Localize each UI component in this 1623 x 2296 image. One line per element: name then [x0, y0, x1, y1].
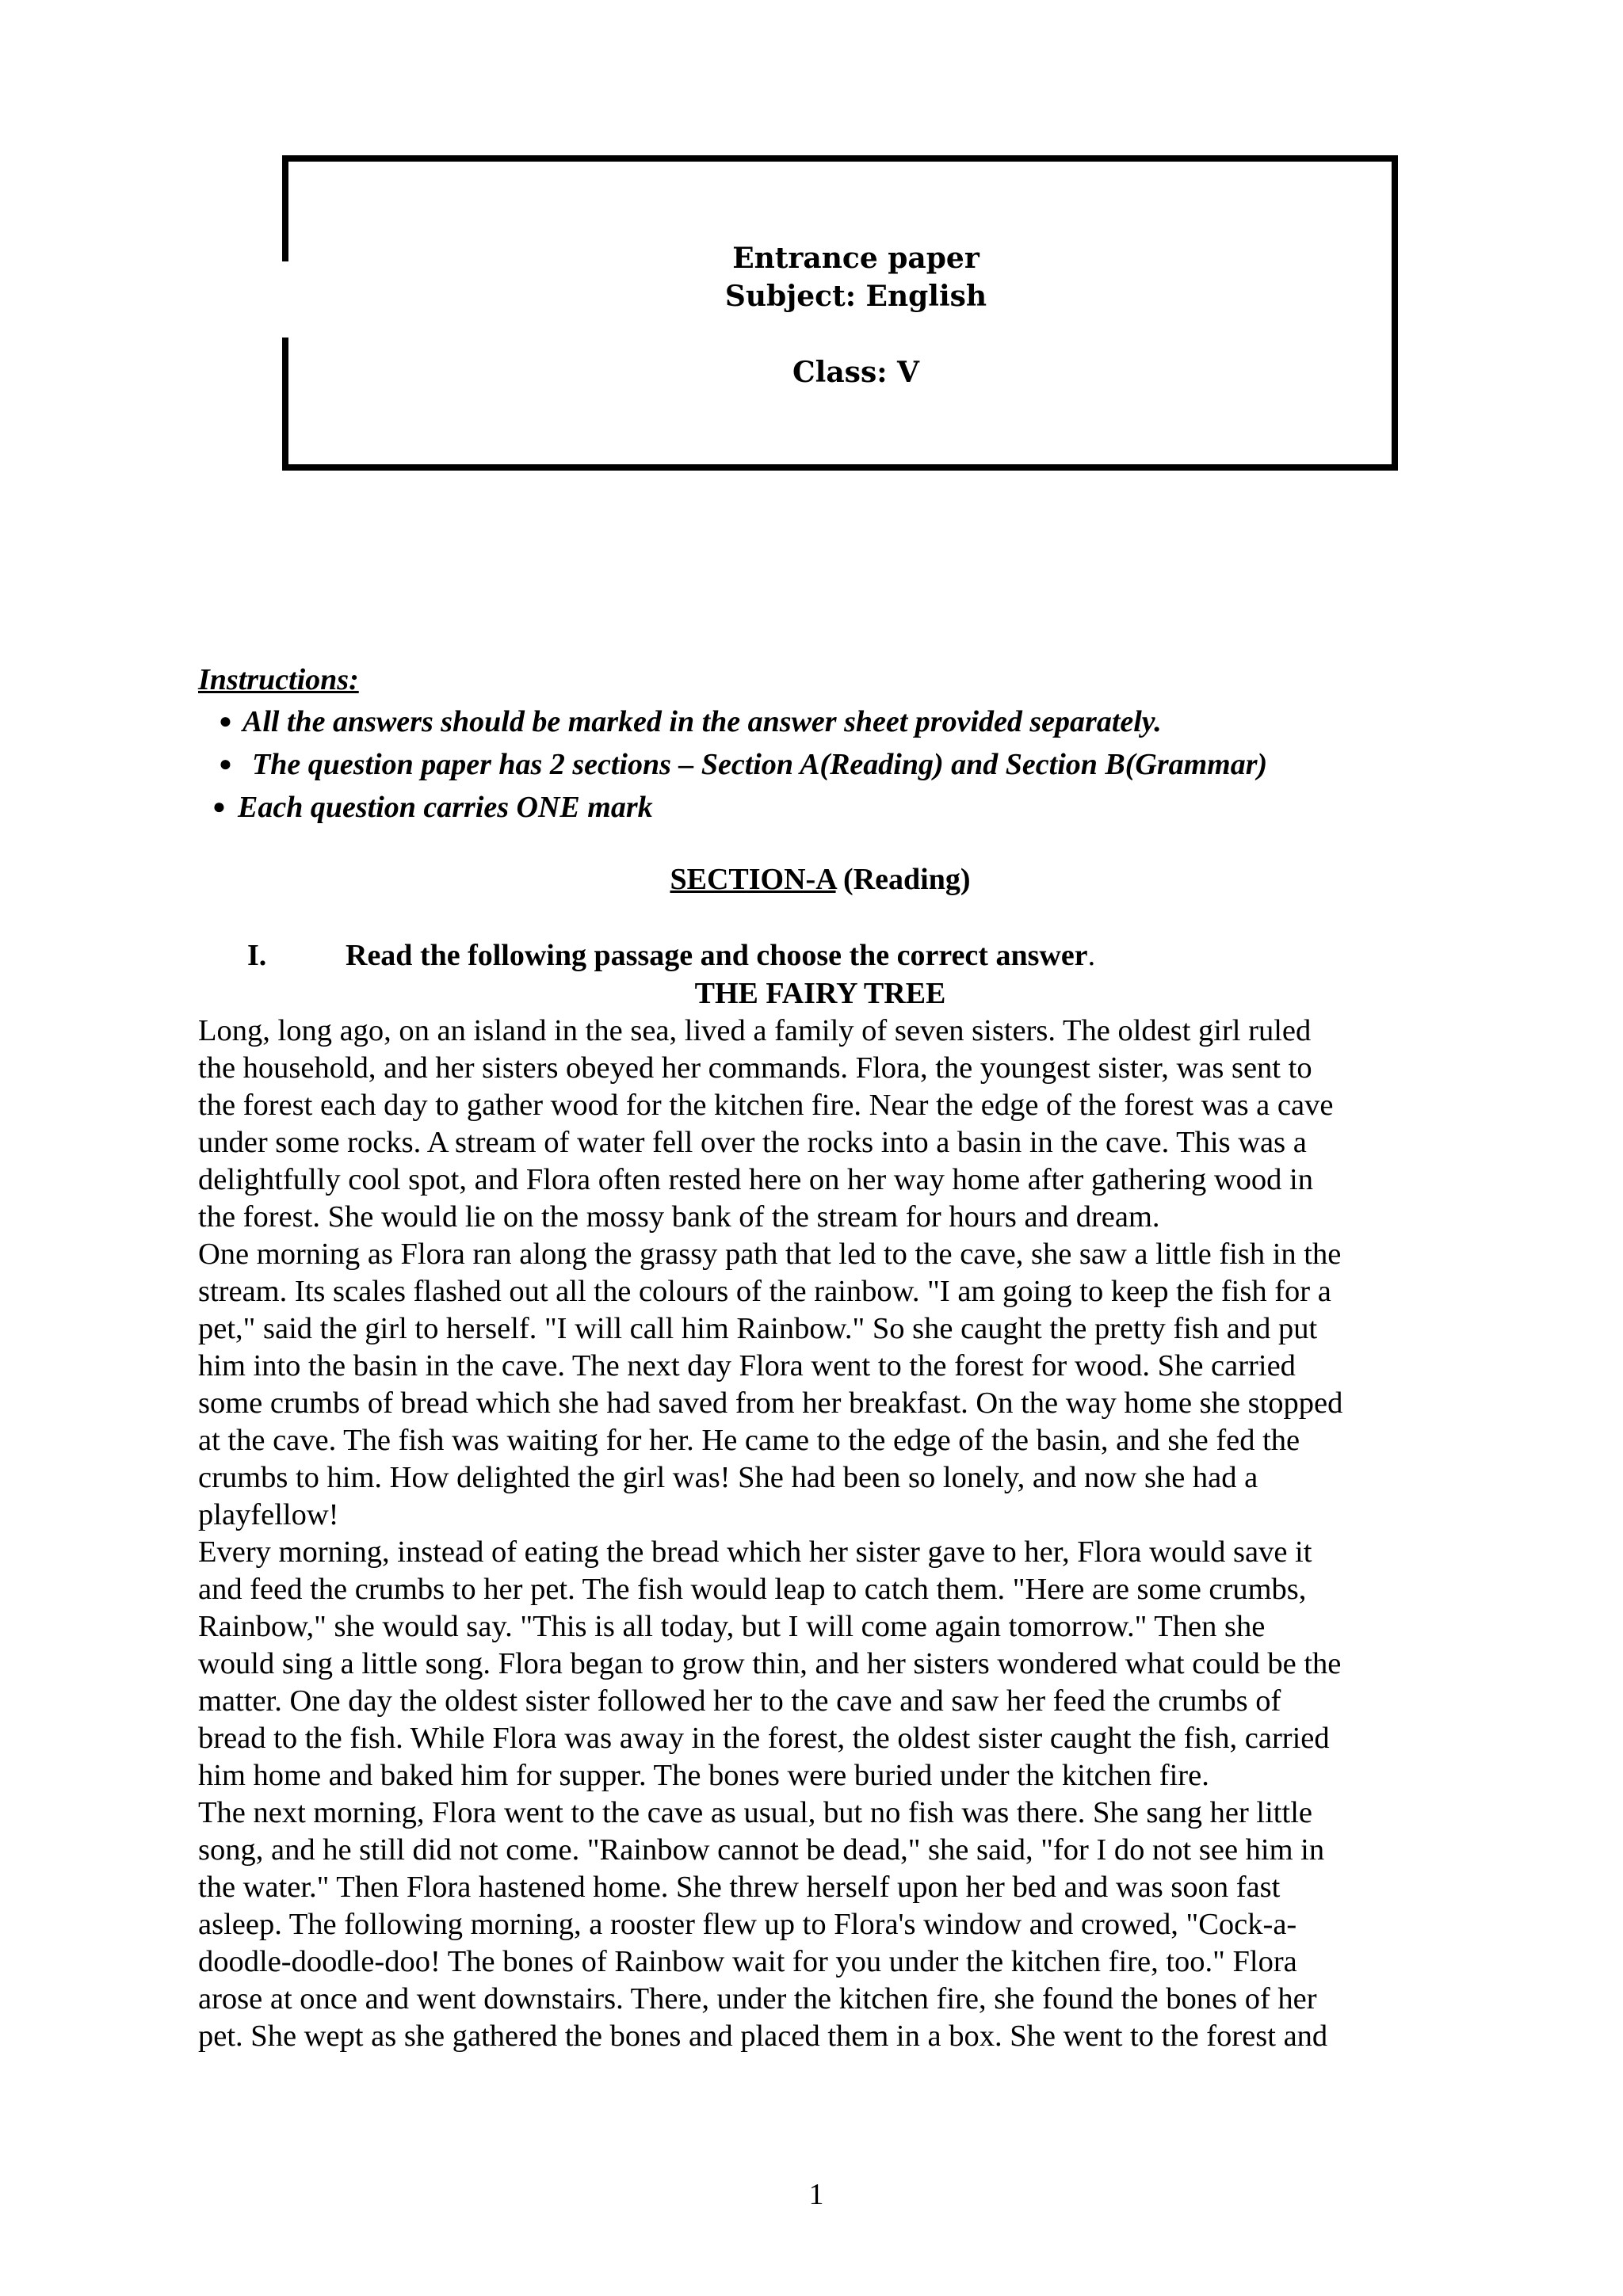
- question-number: I.: [247, 939, 267, 972]
- story-title: THE FAIRY TREE: [694, 977, 946, 1010]
- instructions: [198, 659, 1434, 829]
- question-text: Read the following passage and choose the correct answer: [346, 939, 1088, 972]
- passage-line: pet. She wept as she gathered the bones and placed them in a box. She went to the forest and: [198, 2019, 1328, 2053]
- passage-line: matter. One day the oldest sister followed her to the cave and saw her feed the crumbs of: [198, 1684, 1281, 1718]
- bullet-icon: ●: [219, 709, 232, 734]
- passage-line: asleep. The following morning, a rooster flew up to Flora's window and crowed, "Cock-a-: [198, 1908, 1297, 1941]
- reading-passage: [198, 1013, 1450, 2055]
- title-box: [282, 155, 1398, 471]
- instruction-text: All the answers should be marked in the answer sheet provided separately.: [242, 705, 1162, 738]
- passage-line: playfellow!: [198, 1498, 339, 1531]
- title-box-border-gap: [282, 261, 288, 338]
- instructions-heading: Instructions:: [198, 663, 359, 696]
- section-suffix: (Reading): [835, 863, 971, 896]
- subject-line: Subject: English: [724, 280, 987, 313]
- instruction-item: [198, 786, 1434, 829]
- passage-line: song, and he still did not come. "Rainbow cannot be dead," she said, "for I do not see him in: [198, 1833, 1325, 1867]
- paper-title: Entrance paper: [732, 242, 980, 275]
- passage-line: would sing a little song. Flora began to grow thin, and her sisters wondered what could be the: [198, 1647, 1342, 1680]
- passage-line: the forest. She would lie on the mossy bank of the stream for hours and dream.: [198, 1200, 1160, 1234]
- passage-line: Every morning, instead of eating the bread which her sister gave to her, Flora would save it: [198, 1535, 1312, 1569]
- passage-line: arose at once and went downstairs. There, under the kitchen fire, she found the bones of her: [198, 1982, 1317, 2016]
- passage-line: stream. Its scales flashed out all the colours of the rainbow. "I am going to keep the fish for a: [198, 1275, 1331, 1308]
- passage-line: under some rocks. A stream of water fell over the rocks into a basin in the cave. This was a: [198, 1126, 1307, 1159]
- page-number: 1: [808, 2178, 824, 2211]
- passage-line: The next morning, Flora went to the cave as usual, but no fish was there. She sang her little: [198, 1796, 1312, 1829]
- passage-line: Long, long ago, on an island in the sea, lived a family of seven sisters. The oldest girl ruled: [198, 1014, 1312, 1047]
- instruction-text: The question paper has 2 sections – Section A(Reading) and Section B(Grammar): [252, 748, 1268, 781]
- passage-line: and feed the crumbs to her pet. The fish would leap to catch them. "Here are some crumbs,: [198, 1573, 1307, 1606]
- passage-line: the water." Then Flora hastened home. She threw herself upon her bed and was soon fast: [198, 1871, 1281, 1904]
- passage-line: the household, and her sisters obeyed her commands. Flora, the youngest sister, was sent to: [198, 1051, 1312, 1085]
- passage-line: Rainbow," she would say. "This is all today, but I will come again tomorrow." Then she: [198, 1610, 1266, 1643]
- section-label: SECTION-A: [670, 863, 836, 896]
- instruction-text: Each question carries ONE mark: [238, 791, 653, 824]
- passage-line: some crumbs of bread which she had saved from her breakfast. On the way home she stopped: [198, 1386, 1343, 1420]
- passage-line: at the cave. The fish was waiting for her. He came to the edge of the basin, and she fed the: [198, 1424, 1300, 1457]
- passage-line: One morning as Flora ran along the grassy path that led to the cave, she saw a little fish in the: [198, 1238, 1342, 1271]
- title-block: [288, 239, 1392, 391]
- passage-line: delightfully cool spot, and Flora often rested here on her way home after gathering wood in: [198, 1163, 1313, 1196]
- bullet-icon: ●: [219, 752, 232, 776]
- passage-line: doodle-doodle-doo! The bones of Rainbow wait for you under the kitchen fire, too." Flora: [198, 1945, 1297, 1978]
- question-trailing: .: [1087, 939, 1096, 972]
- bullet-icon: ●: [212, 795, 226, 819]
- passage-line: crumbs to him. How delighted the girl was! She had been so lonely, and now she had a: [198, 1461, 1258, 1494]
- section-heading: [0, 862, 1623, 897]
- class-line: Class: V: [792, 356, 919, 389]
- passage-line: him home and baked him for supper. The bones were buried under the kitchen fire.: [198, 1759, 1209, 1792]
- instruction-item: [198, 700, 1434, 743]
- passage-line: the forest each day to gather wood for the kitchen fire. Near the edge of the forest was a cave: [198, 1089, 1334, 1122]
- passage-line: him into the basin in the cave. The next day Flora went to the forest for wood. She carried: [198, 1349, 1296, 1383]
- passage-line: pet," said the girl to herself. "I will call him Rainbow." So she caught the pretty fish and put: [198, 1312, 1318, 1345]
- passage-line: bread to the fish. While Flora was away in the forest, the oldest sister caught the fish, carried: [198, 1722, 1330, 1755]
- instruction-item: [198, 743, 1434, 786]
- question-prompt: [247, 938, 1095, 973]
